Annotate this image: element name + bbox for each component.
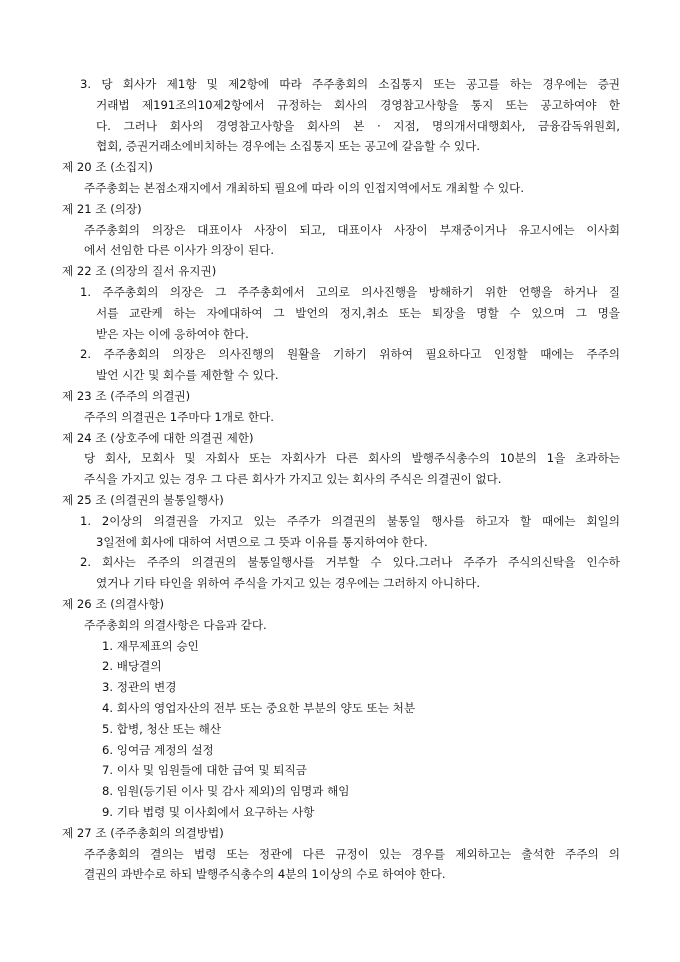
- list-item: 4. 회사의 영업자산의 전부 또는 중요한 부분의 양도 또는 처분: [102, 701, 416, 715]
- article-heading: 제 25 조 (의결권의 불통일행사): [62, 493, 224, 507]
- paragraph-line: 주주총회의 결의는 법령 또는 정관에 다른 규정이 있는 경우를 제외하고는 출석한 주주의 의: [84, 846, 620, 861]
- list-item: 1. 재무제표의 승인: [102, 638, 199, 653]
- paragraph-line: 주식을 가지고 있는 경우 그 다른 회사가 가지고 있는 회사의 주식은 의결권이 없다.: [84, 472, 502, 487]
- paragraph-line: 결권의 과반수로 하되 발행주식총수의 4분의 1이상의 수로 하여야 한다.: [84, 867, 446, 882]
- paragraph-line: 당 회사, 모회사 및 자회사 또는 자회사가 다른 회사의 발행주식총수의 10분의 1을 초과하는: [84, 451, 620, 466]
- numbered-paragraph: 3. 당 회사가 제1항 및 제2항에 따라 주주총회의 소집통지 또는 공고를 하는 경우에는 증권: [80, 77, 620, 91]
- article-heading: 제 20 조 (소집지): [62, 160, 153, 175]
- article-heading: 제 24 조 (상호주에 대한 의결권 제한): [62, 430, 254, 445]
- list-item: 6. 잉여금 계정의 설정: [102, 742, 214, 757]
- paragraph-line: 주주의 의결권은 1주마다 1개로 한다.: [84, 409, 274, 424]
- numbered-paragraph: 1. 2이상의 의결권을 가지고 있는 주주가 의결권의 불통일 행사를 하고자 할 때에는 회일의: [80, 513, 620, 528]
- paragraph-line: 였거나 기타 타인을 위하여 주식을 가지고 있는 경우에는 그러하지 아니하다.: [96, 576, 481, 591]
- list-item: 3. 정관의 변경: [102, 680, 177, 695]
- paragraph-line: 거래법 제191조의10제2항에서 규정하는 회사의 경영참고사항을 통지 또는 공고하여야 한: [96, 97, 620, 112]
- paragraph-line: 협회, 증권거래소에비치하는 경우에는 소집통지 또는 공고에 갈음할 수 있다.: [96, 139, 481, 154]
- paragraph-line: 다. 그러나 회사의 경영참고사항을 회사의 본 · 지점, 명의개서대행회사, 금융감독위원회,: [96, 118, 620, 133]
- article-heading: 제 22 조 (의장의 질서 유지권): [62, 264, 217, 279]
- paragraph-line: 주주총회의 의장은 대표이사 사장이 되고, 대표이사 사장이 부재중이거나 유고시에는 이사회: [84, 222, 620, 237]
- paragraph-line: 에서 선임한 다른 이사가 의장이 된다.: [84, 243, 275, 258]
- numbered-paragraph: 2. 주주총회의 의장은 의사진행의 원활을 기하기 위하여 필요하다고 인정할 때에는 주주의: [80, 347, 620, 362]
- list-item: 5. 합병, 청산 또는 해산: [102, 721, 222, 736]
- article-heading: 제 26 조 (의결사항): [62, 597, 165, 611]
- paragraph-line: 받은 자는 이에 응하여야 한다.: [96, 326, 249, 341]
- list-item: 2. 배당결의: [102, 659, 162, 674]
- numbered-paragraph: 1. 주주총회의 의장은 그 주주총회에서 고의로 의사진행을 방해하기 위한 언행을 하거나 질: [80, 285, 620, 299]
- list-item: 8. 임원(등기된 이사 및 감사 제외)의 임명과 해임: [102, 784, 350, 799]
- paragraph-line: 서를 교란케 하는 자에대하여 그 발언의 정지,취소 또는 퇴장을 명할 수 있으며 그 명을: [96, 305, 620, 320]
- article-heading: 제 27 조 (주주총회의 의결방법): [62, 825, 224, 840]
- paragraph-line: 주주총회의 의결사항은 다음과 같다.: [84, 617, 267, 632]
- list-item: 7. 이사 및 임원들에 대한 급여 및 퇴직금: [102, 763, 307, 778]
- paragraph-line: 발언 시간 및 회수를 제한할 수 있다.: [96, 368, 279, 383]
- list-item: 9. 기타 법령 및 이사회에서 요구하는 사항: [102, 805, 315, 819]
- article-heading: 제 21 조 (의장): [62, 201, 142, 216]
- article-heading: 제 23 조 (주주의 의결권): [62, 389, 191, 403]
- numbered-paragraph: 2. 회사는 주주의 의결권의 불통일행사를 거부할 수 있다.그러나 주주가 주식의신탁을 인수하: [80, 555, 620, 570]
- paragraph-line: 3일전에 회사에 대하여 서면으로 그 뜻과 이유를 통지하여야 한다.: [96, 534, 428, 549]
- paragraph-line: 주주총회는 본점소재지에서 개최하되 필요에 따라 이의 인접지역에서도 개최할 수 있다.: [84, 181, 525, 195]
